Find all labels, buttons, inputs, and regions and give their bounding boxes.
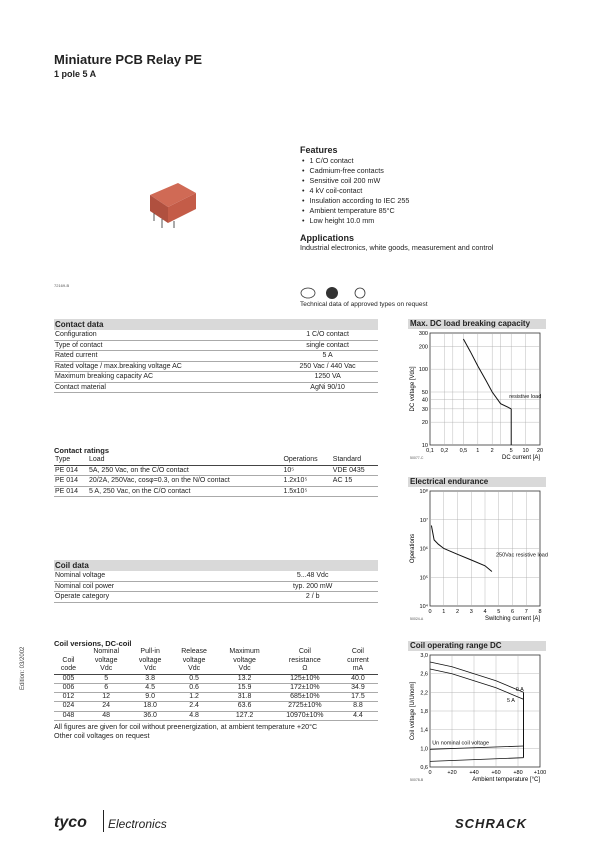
- table-cell: 3.8: [129, 674, 170, 683]
- y-tick-label: 100: [418, 367, 428, 374]
- table-cell: AC 15: [332, 476, 378, 487]
- x-tick-label: 4: [483, 609, 487, 615]
- row-label: Rated voltage / max.breaking voltage AC: [54, 361, 277, 372]
- column-header: [338, 648, 378, 674]
- row-value: typ. 200 mW: [247, 581, 378, 592]
- x-tick-label: 1: [442, 609, 446, 615]
- table-cell: 63.6: [217, 702, 271, 711]
- table-cell: 172±10%: [272, 683, 338, 692]
- row-label: Configuration: [54, 330, 277, 340]
- feature-item: • 1 C/O contact: [302, 156, 409, 166]
- header-line: current: [347, 656, 369, 664]
- y-tick-label: 1,8: [420, 709, 428, 715]
- table-cell: 10⁵: [282, 465, 331, 476]
- table-cell: 5 A, 250 Vac, on the C/O contact: [88, 486, 282, 497]
- table-cell: VDE 0435: [332, 465, 378, 476]
- header-line: Vdc: [100, 665, 113, 672]
- contact-ratings-heading: Contact ratings: [54, 446, 110, 455]
- column-header: [83, 648, 130, 674]
- chart-title: Electrical endurance: [408, 477, 546, 487]
- table-cell: 0.6: [171, 683, 218, 692]
- table-cell: 2.4: [171, 702, 218, 711]
- x-tick-label: 2: [490, 448, 494, 454]
- table-cell: 4.5: [129, 683, 170, 692]
- y-tick-label: 2,6: [420, 671, 428, 678]
- table-cell: 685±10%: [272, 693, 338, 702]
- coil-data-table: [54, 571, 378, 603]
- y-tick-label: 30: [421, 406, 428, 413]
- column-header: [272, 648, 338, 674]
- row-label: Type of contact: [54, 340, 277, 351]
- chart-dc-breaking: [408, 319, 546, 469]
- x-tick-label: 10: [522, 448, 529, 454]
- table-cell: PE 014: [54, 486, 88, 497]
- row-value: 2 / b: [247, 592, 378, 603]
- y-axis-label: DC voltage [Vdc]: [410, 366, 416, 412]
- page-subtitle: 1 pole 5 A: [54, 69, 97, 79]
- series-label: 250Vac resistive load: [496, 552, 548, 559]
- x-tick-label: 3: [469, 609, 473, 615]
- x-tick-label: +40: [469, 770, 479, 776]
- row-label: Operate category: [54, 592, 247, 603]
- chart-title: Coil operating range DC: [408, 641, 546, 651]
- header-line: Pull-in: [140, 648, 160, 655]
- header-line: voltage: [182, 656, 206, 664]
- series-label: 5 A: [507, 698, 515, 705]
- y-tick-label: 200: [418, 344, 428, 351]
- column-header: Operations: [282, 455, 331, 465]
- x-tick-label: 0: [428, 609, 432, 615]
- schrack-logo: SCHRACK: [455, 816, 527, 831]
- coil-note-2: Other coil voltages on request: [54, 730, 150, 740]
- table-cell: 024: [54, 702, 83, 711]
- x-axis-label: Ambient temperature [°C]: [472, 777, 540, 783]
- coil-versions-section: [54, 639, 378, 740]
- column-header: [171, 648, 218, 674]
- x-tick-label: 0,1: [426, 448, 434, 454]
- x-tick-label: 8: [538, 609, 542, 615]
- table-row: [54, 486, 378, 497]
- table-cell: 4.8: [171, 711, 218, 720]
- table-cell: 5: [83, 674, 130, 683]
- x-tick-label: 20: [536, 448, 544, 454]
- header-line: resistance: [288, 656, 321, 664]
- y-tick-label: 1,4: [420, 727, 428, 734]
- column-header: [217, 648, 271, 674]
- coil-note-1: All figures are given for coil without preenergization, at ambient temperature +20°C: [54, 721, 318, 731]
- table-cell: PE 014: [54, 465, 88, 476]
- x-tick-label: +80: [513, 770, 523, 776]
- table-row: [54, 592, 378, 603]
- x-tick-label: 6: [510, 609, 515, 615]
- table-cell: 1.2: [171, 693, 218, 702]
- table-cell: 125±10%: [272, 674, 338, 683]
- column-header: Type: [54, 455, 88, 465]
- chart-endurance: [408, 477, 546, 632]
- row-value: AgNi 90/10: [277, 382, 378, 393]
- table-row: [54, 571, 378, 581]
- table-cell: 127.2: [217, 711, 271, 720]
- coil-versions-heading: Coil versions, DC-coil: [54, 639, 132, 648]
- header-line: Coil: [351, 648, 364, 655]
- column-header: Load: [88, 455, 282, 465]
- table-row: [54, 372, 378, 383]
- y-tick-label: 20: [421, 420, 428, 427]
- approval-logos: [300, 286, 385, 300]
- table-cell: 5A, 250 Vac, on the C/O contact: [88, 465, 282, 476]
- table-cell: 1.5x10⁵: [282, 486, 331, 497]
- table-cell: 36.0: [129, 711, 170, 720]
- table-row: [54, 361, 378, 372]
- table-cell: 48: [83, 711, 130, 720]
- series-label: Un nominal coil voltage: [432, 740, 490, 747]
- header-line: voltage: [94, 656, 118, 664]
- y-tick-label: 40: [421, 397, 428, 404]
- table-row: [54, 382, 378, 393]
- x-tick-label: 0: [428, 770, 432, 776]
- header-line: Ω: [302, 665, 308, 672]
- table-cell: 4.4: [338, 711, 378, 720]
- y-tick-label: 10⁷: [419, 517, 428, 524]
- x-tick-label: 0,5: [459, 448, 468, 454]
- column-header: [129, 648, 170, 674]
- x-tick-label: 5: [509, 448, 513, 454]
- table-cell: 8.8: [338, 702, 378, 711]
- y-tick-label: 10⁶: [419, 546, 428, 553]
- header-line: Release: [181, 648, 207, 655]
- x-axis-label: Switching current [A]: [484, 616, 540, 622]
- edition-label: Edition: 03/2002: [20, 646, 26, 690]
- features-heading: Features: [300, 145, 338, 155]
- x-tick-label: 0,2: [440, 448, 449, 454]
- chart-code: 50077-C: [410, 456, 424, 460]
- row-value: 1250 VA: [277, 372, 378, 383]
- y-tick-label: 2,2: [420, 690, 428, 697]
- contact-data-heading: Contact data: [54, 319, 378, 330]
- column-header: [54, 648, 83, 674]
- table-row: [54, 674, 378, 683]
- row-value: 5...48 Vdc: [247, 571, 378, 581]
- row-label: Rated current: [54, 351, 277, 362]
- table-cell: 24: [83, 702, 130, 711]
- series-label: resistive load: [509, 393, 542, 400]
- header-line: Vdc: [188, 665, 201, 672]
- y-axis-label: Operations: [410, 533, 416, 564]
- coil-versions-table: [54, 648, 378, 721]
- table-row: [54, 476, 378, 487]
- header-line: voltage: [233, 656, 256, 664]
- row-label: Maximum breaking capacity AC: [54, 372, 277, 383]
- table-cell: [332, 486, 378, 497]
- features-list: [302, 156, 409, 226]
- header-line: mA: [352, 665, 364, 672]
- header-line: voltage: [138, 656, 162, 664]
- x-axis-label: DC current [A]: [501, 455, 540, 461]
- y-tick-label: 10⁸: [419, 489, 428, 495]
- feature-item: • Insulation according to IEC 255: [302, 196, 409, 206]
- table-row: [54, 683, 378, 692]
- contact-ratings-table: [54, 455, 378, 497]
- y-tick-label: 0,6: [420, 765, 428, 771]
- column-header: Standard: [332, 455, 378, 465]
- contact-data-section: [54, 319, 378, 393]
- chart-endurance-plot: [408, 487, 553, 627]
- header-line: Coil: [298, 648, 311, 655]
- header-line: Maximum: [229, 648, 260, 655]
- table-row: [54, 340, 378, 351]
- chart-coil-range: [408, 641, 546, 796]
- table-row: [54, 711, 378, 720]
- coil-data-section: [54, 560, 378, 603]
- table-cell: 9.0: [129, 693, 170, 702]
- y-tick-label: 10⁵: [419, 575, 428, 582]
- row-value: single contact: [277, 340, 378, 351]
- y-tick-label: 10: [421, 443, 428, 449]
- y-tick-label: 10⁴: [419, 604, 428, 610]
- x-tick-label: +20: [447, 770, 457, 776]
- table-cell: PE 014: [54, 476, 88, 487]
- coil-data-heading: Coil data: [54, 560, 378, 571]
- chart-title: Max. DC load breaking capacity: [408, 319, 546, 329]
- row-label: Contact material: [54, 382, 277, 393]
- table-cell: 12: [83, 693, 130, 702]
- table-cell: 17.5: [338, 693, 378, 702]
- photo-code: 72169-B: [54, 283, 70, 288]
- table-cell: 005: [54, 674, 83, 683]
- row-label: Nominal coil power: [54, 581, 247, 592]
- row-value: 1 C/O contact: [277, 330, 378, 340]
- table-cell: 13.2: [217, 674, 271, 683]
- relay-photo: [148, 175, 198, 230]
- series-label: 0 A: [515, 686, 524, 693]
- table-row: [54, 465, 378, 476]
- feature-item: • Cadmium-free contacts: [302, 166, 409, 176]
- table-cell: 10970±10%: [272, 711, 338, 720]
- row-value: 250 Vac / 440 Vac: [277, 361, 378, 372]
- page-title: Miniature PCB Relay PE: [54, 52, 203, 67]
- table-cell: 40.0: [338, 674, 378, 683]
- table-cell: 006: [54, 683, 83, 692]
- table-cell: 15.9: [217, 683, 271, 692]
- feature-item: • Low height 10.0 mm: [302, 216, 409, 226]
- header-line: Vdc: [144, 665, 157, 672]
- header-line: code: [60, 665, 77, 672]
- table-cell: 18.0: [129, 702, 170, 711]
- table-cell: 0.5: [171, 674, 218, 683]
- table-cell: 6: [83, 683, 130, 692]
- table-row: [54, 693, 378, 702]
- table-row: [54, 351, 378, 362]
- table-row: [54, 330, 378, 340]
- x-tick-label: 2: [455, 609, 460, 615]
- chart-code: 50078-B: [410, 778, 424, 782]
- feature-item: • Sensitive coil 200 mW: [302, 176, 409, 186]
- contact-ratings-section: [54, 446, 378, 497]
- feature-item: • Ambient temperature 85°C: [302, 206, 409, 216]
- chart-coil-range-plot: [408, 651, 553, 791]
- contact-data-table: [54, 330, 378, 393]
- feature-item: • 4 kV coil-contact: [302, 186, 409, 196]
- electronics-logo: Electronics: [108, 817, 167, 831]
- chart-dc-breaking-plot: [408, 329, 553, 464]
- approvals-text: Technical data of approved types on request: [300, 301, 428, 308]
- applications-text: Industrial electronics, white goods, measurement and control: [300, 243, 494, 252]
- x-tick-label: 5: [497, 609, 501, 615]
- x-tick-label: +100: [533, 770, 547, 776]
- x-tick-label: +60: [491, 770, 501, 776]
- y-axis-label: Coil voltage [U/Unom]: [410, 681, 416, 741]
- x-tick-label: 7: [524, 609, 528, 615]
- table-cell: 1.2x10⁵: [282, 476, 331, 487]
- tyco-logo: tyco: [54, 814, 87, 831]
- table-cell: 012: [54, 693, 83, 702]
- plot-area: [430, 333, 540, 445]
- table-cell: 34.9: [338, 683, 378, 692]
- row-value: 5 A: [277, 351, 378, 362]
- table-cell: 31.8: [217, 693, 271, 702]
- table-cell: 2725±10%: [272, 702, 338, 711]
- y-tick-label: 50: [421, 390, 428, 397]
- y-tick-label: 1,0: [420, 746, 428, 753]
- table-cell: 048: [54, 711, 83, 720]
- table-row: [54, 702, 378, 711]
- header-line: Vdc: [238, 665, 251, 672]
- table-cell: 20/2A, 250Vac, cosφ=0.3, on the N/O contact: [88, 476, 282, 487]
- table-row: [54, 581, 378, 592]
- header-line: Coil: [62, 656, 75, 664]
- y-tick-label: 300: [418, 331, 428, 337]
- applications-heading: Applications: [300, 233, 355, 243]
- header-line: Nominal: [93, 648, 120, 655]
- chart-code: 50024-A: [410, 617, 424, 621]
- y-tick-label: 3,0: [420, 653, 428, 659]
- x-tick-label: 1: [476, 448, 480, 454]
- row-label: Nominal voltage: [54, 571, 247, 581]
- logo-divider: [103, 810, 104, 832]
